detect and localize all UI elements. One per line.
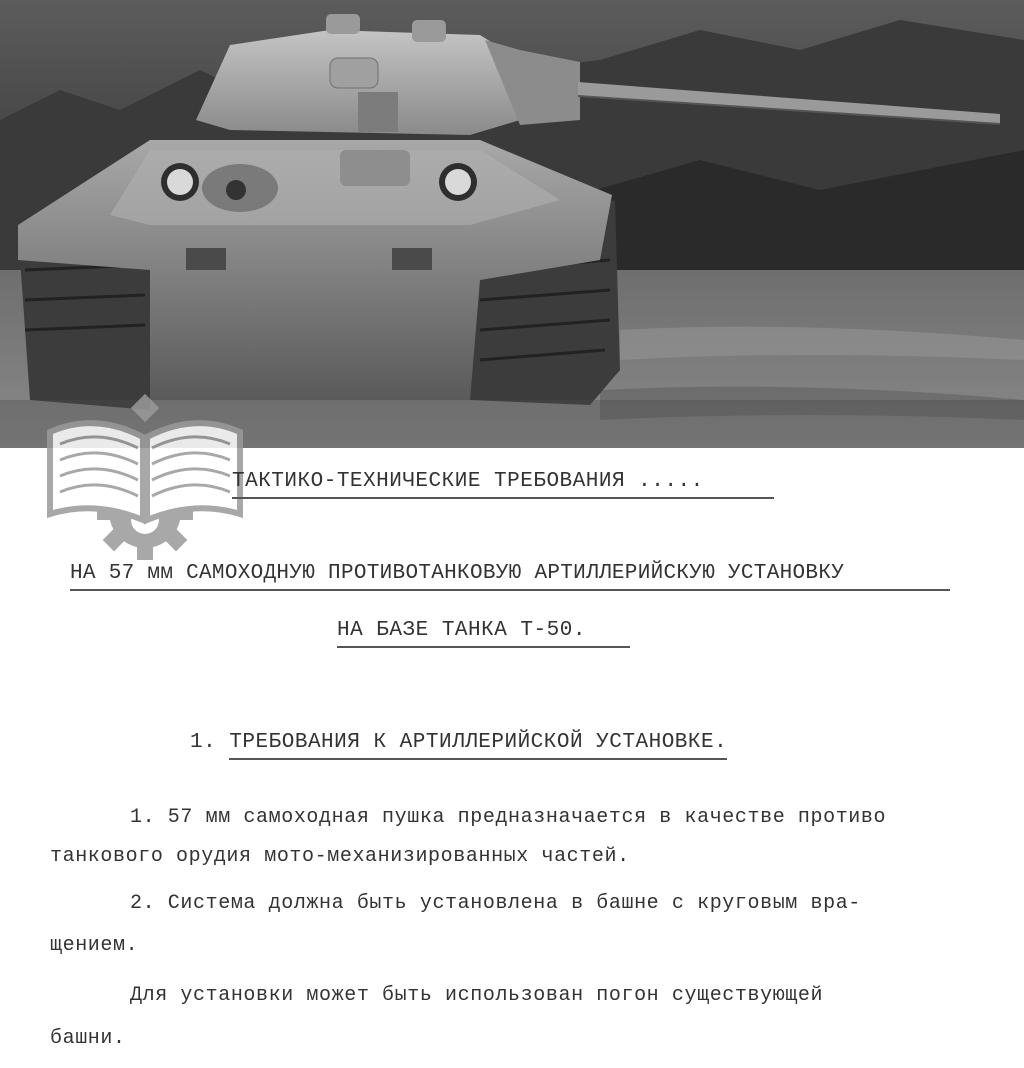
tank-photo [0, 0, 1024, 448]
paragraph-1-line-2: танкового орудия мото-механизированных частей. [50, 845, 630, 868]
paragraph-3-line-1: Для установки может быть использован погон существующей [130, 984, 824, 1007]
paragraph-1-line-1: 1. 57 мм самоходная пушка предназначается в качестве противо [130, 806, 887, 829]
section-number: 1. [190, 731, 217, 754]
paragraph-2-line-1: 2. Система должна быть установлена в башне с круговым вра- [130, 892, 861, 915]
tank-photo-drawing [0, 0, 1024, 448]
document-title-line-3: НА БАЗЕ ТАНКА Т-50. [337, 619, 630, 648]
open-book-gear-icon [40, 392, 250, 560]
section-heading [190, 731, 727, 754]
section-title: ТРЕБОВАНИЯ К АРТИЛЛЕРИЙСКОЙ УСТАНОВКЕ. [229, 731, 727, 760]
paragraph-3-line-2: башни. [50, 1027, 126, 1050]
document-title-line-2: НА 57 мм САМОХОДНУЮ ПРОТИВОТАНКОВУЮ АРТИЛЛЕРИЙСКУЮ УСТАНОВКУ [70, 562, 950, 591]
paragraph-2-line-2: щением. [50, 934, 139, 957]
document-title-line-1: ТАКТИКО-ТЕХНИЧЕСКИЕ ТРЕБОВАНИЯ ..... [232, 470, 774, 499]
